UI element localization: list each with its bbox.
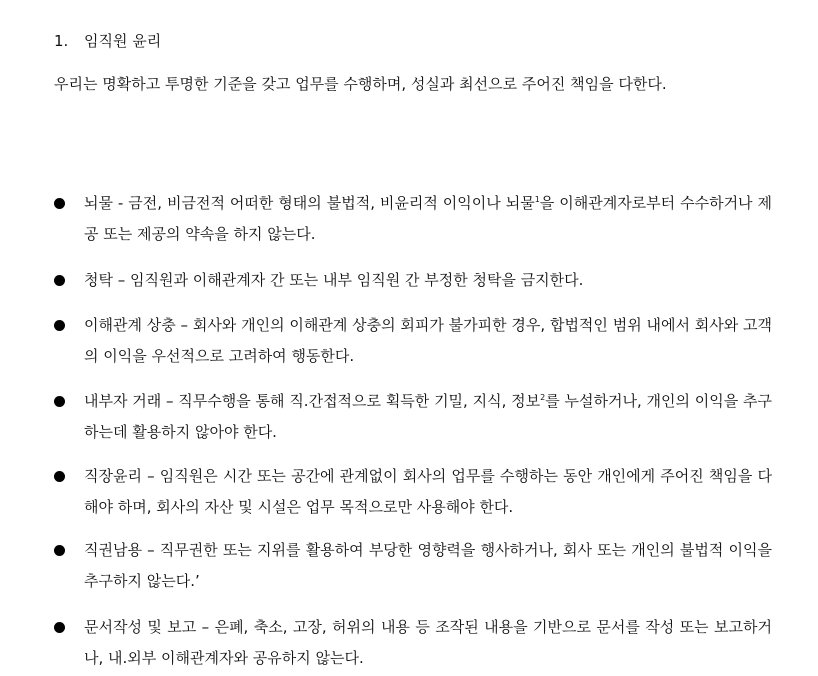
list-item-text: 이해관계 상충 – 회사와 개인의 이해관계 상충의 회피가 불가피한 경우, 합법적인 범위 내에서 회사와 고객의 이익을 우선적으로 고려하여 행동한다. xyxy=(84,316,772,365)
bullet-icon xyxy=(54,545,65,556)
bullet-icon xyxy=(54,471,65,482)
bullet-icon xyxy=(54,275,65,286)
list-item-text: 뇌물 - 금전, 비금전적 어떠한 형태의 불법적, 비윤리적 이익이나 뇌물$^1$을 이해관계자로부터 수수하거나 제공 또는 제공의 약속을 하지 않는다. xyxy=(84,194,772,243)
bullet-icon xyxy=(54,396,65,407)
bullet-icon xyxy=(54,622,65,633)
list-item-text: 내부자 거래 – 직무수행을 통해 직.간접적으로 획득한 기밀, 지식, 정보$^2$를 누설하거나, 개인의 이익을 추구하는데 활용하지 않아야 한다. xyxy=(84,392,772,441)
section-title: 임직원 윤리 xyxy=(84,32,162,50)
bullet-icon xyxy=(54,320,65,331)
list-item-text: 직장윤리 – 임직원은 시간 또는 공간에 관계없이 회사의 업무를 수행하는 동안 개인에게 주어진 책임을 다해야 하며, 회사의 자산 및 시설은 업무 목적으로만 사용해야 한다. xyxy=(84,467,772,516)
section-number: 1. xyxy=(54,32,69,50)
list-item-text: 청탁 – 임직원과 이해관계자 간 또는 내부 임직원 간 부정한 청탁을 금지한다. xyxy=(84,271,584,289)
footnote-marker: 2 xyxy=(540,393,546,402)
intro-paragraph: 우리는 명확하고 투명한 기준을 갖고 업무를 수행하며, 성실과 최선으로 주어진 책임을 다한다. xyxy=(54,75,667,93)
bullet-icon xyxy=(54,198,65,209)
list-item-text: 문서작성 및 보고 – 은폐, 축소, 고장, 허위의 내용 등 조작된 내용을 기반으로 문서를 작성 또는 보고하거나, 내.외부 이해관계자와 공유하지 않는다. xyxy=(84,618,772,667)
footnote-marker: 1 xyxy=(534,195,540,204)
list-item-text: 직권남용 – 직무권한 또는 지위를 활용하여 부당한 영향력을 행사하거나, 회사 또는 개인의 불법적 이익을 추구하지 않는다.’ xyxy=(84,541,772,590)
